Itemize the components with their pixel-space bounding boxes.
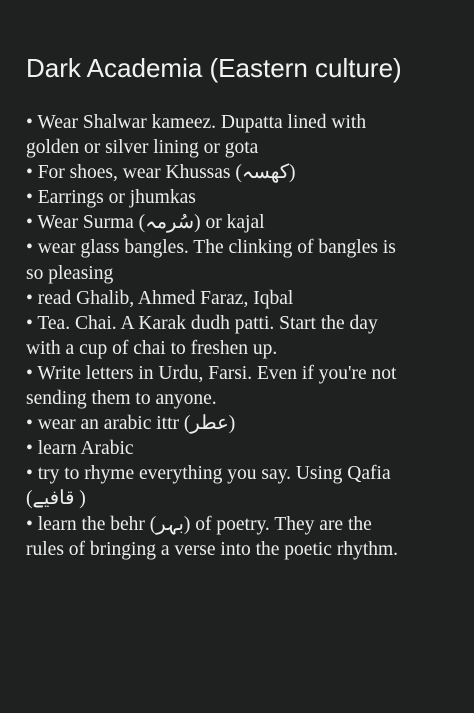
text-line: • learn Arabic	[26, 438, 134, 460]
text-line: rules of bringing a verse into the poetic rhythm.	[26, 538, 399, 560]
text-line: • read Ghalib, Ahmed Faraz, Iqbal	[26, 287, 294, 309]
text-line: • learn the behr (بہر) of poetry. They are the	[26, 513, 372, 535]
text-line: so pleasing	[26, 262, 114, 284]
text-line: • Tea. Chai. A Karak dudh patti. Start the day	[26, 312, 378, 334]
text-line: • Wear Shalwar kameez. Dupatta lined with	[26, 112, 367, 133]
text-line: • For shoes, wear Khussas (کھسہ)	[26, 162, 296, 184]
text-line: • try to rhyme everything you say. Using Qafia	[26, 463, 391, 485]
text-line: golden or silver lining or gota	[26, 137, 259, 159]
page-title: Dark Academia (Eastern culture)	[26, 53, 402, 83]
text-line: • Earrings or jhumkas	[26, 187, 196, 209]
text-line: with a cup of chai to freshen up.	[26, 337, 278, 359]
note-body	[26, 110, 446, 562]
text-line: • Write letters in Urdu, Farsi. Even if you're not	[26, 362, 397, 384]
text-line: • Wear Surma (سُرمہ) or kajal	[26, 212, 265, 234]
text-line: • wear an arabic ittr (عطر)	[26, 413, 236, 435]
text-line: sending them to anyone.	[26, 388, 217, 410]
text-line: (قافیے )	[26, 488, 86, 510]
text-line: • wear glass bangles. The clinking of bangles is	[26, 237, 396, 259]
